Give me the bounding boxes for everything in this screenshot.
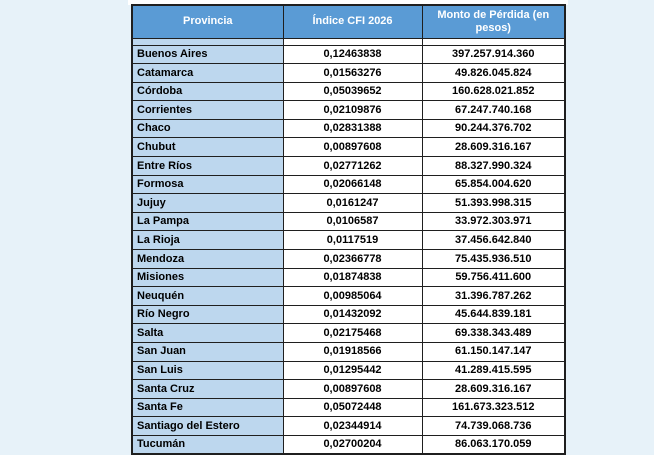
cell-indice: 0,0117519 [283, 231, 422, 250]
cell-provincia: San Juan [132, 343, 283, 362]
cell-monto: 74.739.068.736 [422, 417, 565, 436]
cell-provincia: Misiones [132, 268, 283, 287]
cell-indice: 0,00897608 [283, 380, 422, 399]
table-row [132, 305, 565, 324]
cell-monto: 45.644.839.181 [422, 305, 565, 324]
cell-provincia: Corrientes [132, 101, 283, 120]
cell-provincia: Salta [132, 324, 283, 343]
cell-provincia: Chubut [132, 138, 283, 157]
table-row [132, 157, 565, 176]
cell-indice: 0,02831388 [283, 119, 422, 138]
cell-monto: 61.150.147.147 [422, 343, 565, 362]
cell-provincia: San Luis [132, 361, 283, 380]
cell-provincia: La Rioja [132, 231, 283, 250]
cell-provincia: Santa Cruz [132, 380, 283, 399]
table-row [132, 119, 565, 138]
cell-provincia: Formosa [132, 175, 283, 194]
cell-indice: 0,00897608 [283, 138, 422, 157]
cell-provincia: Córdoba [132, 82, 283, 101]
cell-monto: 49.826.045.824 [422, 64, 565, 83]
table-row [132, 417, 565, 436]
cell-indice: 0,05072448 [283, 398, 422, 417]
table-row [132, 324, 565, 343]
cell-indice: 0,05039652 [283, 82, 422, 101]
cell-provincia: Santiago del Estero [132, 417, 283, 436]
cell-indice: 0,02366778 [283, 250, 422, 269]
cell-indice: 0,12463838 [283, 45, 422, 64]
cell-monto: 28.609.316.167 [422, 380, 565, 399]
table-row [132, 435, 565, 454]
cell-indice: 0,01563276 [283, 64, 422, 83]
cell-indice: 0,02066148 [283, 175, 422, 194]
column-header-indice-cfi: Índice CFI 2026 [283, 5, 422, 38]
cell-provincia: Santa Fe [132, 398, 283, 417]
cell-monto: 28.609.316.167 [422, 138, 565, 157]
cell-indice: 0,02344914 [283, 417, 422, 436]
cell-monto: 161.673.323.512 [422, 398, 565, 417]
cell-monto: 37.456.642.840 [422, 231, 565, 250]
cell-provincia: Buenos Aires [132, 45, 283, 64]
table-row [132, 287, 565, 306]
cell-monto: 65.854.004.620 [422, 175, 565, 194]
cell-provincia: Entre Ríos [132, 157, 283, 176]
cell-monto: 69.338.343.489 [422, 324, 565, 343]
cell-monto: 75.435.936.510 [422, 250, 565, 269]
table-row [132, 268, 565, 287]
table-row [132, 231, 565, 250]
spacer-row [132, 38, 565, 45]
spacer-cell-indice [283, 38, 422, 45]
cell-monto: 86.063.170.059 [422, 435, 565, 454]
cell-provincia: Neuquén [132, 287, 283, 306]
table-row [132, 64, 565, 83]
cfi-loss-table [131, 4, 566, 455]
cell-monto: 31.396.787.262 [422, 287, 565, 306]
cell-indice: 0,02175468 [283, 324, 422, 343]
cell-provincia: Mendoza [132, 250, 283, 269]
table-row [132, 250, 565, 269]
table-row [132, 398, 565, 417]
cell-indice: 0,0161247 [283, 194, 422, 213]
cell-provincia: Jujuy [132, 194, 283, 213]
table-header-row [132, 5, 565, 38]
table-row [132, 361, 565, 380]
cell-provincia: La Pampa [132, 212, 283, 231]
cell-indice: 0,02771262 [283, 157, 422, 176]
table-row [132, 212, 565, 231]
cell-monto: 90.244.376.702 [422, 119, 565, 138]
table-row [132, 82, 565, 101]
table-row [132, 194, 565, 213]
cell-monto: 88.327.990.324 [422, 157, 565, 176]
cell-indice: 0,00985064 [283, 287, 422, 306]
table-row [132, 45, 565, 64]
cell-indice: 0,02700204 [283, 435, 422, 454]
table-row [132, 175, 565, 194]
cell-indice: 0,01432092 [283, 305, 422, 324]
column-header-monto-perdida: Monto de Pérdida (en pesos) [422, 5, 565, 38]
cell-monto: 33.972.303.971 [422, 212, 565, 231]
spacer-cell-provincia [132, 38, 283, 45]
column-header-provincia: Provincia [132, 5, 283, 38]
cell-monto: 51.393.998.315 [422, 194, 565, 213]
cell-monto: 397.257.914.360 [422, 45, 565, 64]
cell-indice: 0,01918566 [283, 343, 422, 362]
table-row [132, 101, 565, 120]
cell-monto: 59.756.411.600 [422, 268, 565, 287]
cell-monto: 160.628.021.852 [422, 82, 565, 101]
table-row [132, 138, 565, 157]
cell-provincia: Tucumán [132, 435, 283, 454]
cell-provincia: Chaco [132, 119, 283, 138]
cell-indice: 0,01295442 [283, 361, 422, 380]
cell-provincia: Catamarca [132, 64, 283, 83]
spacer-cell-monto [422, 38, 565, 45]
cell-indice: 0,01874838 [283, 268, 422, 287]
table-row [132, 343, 565, 362]
cell-provincia: Río Negro [132, 305, 283, 324]
table-row [132, 380, 565, 399]
cell-indice: 0,02109876 [283, 101, 422, 120]
cell-monto: 41.289.415.595 [422, 361, 565, 380]
cell-monto: 67.247.740.168 [422, 101, 565, 120]
cell-indice: 0,0106587 [283, 212, 422, 231]
